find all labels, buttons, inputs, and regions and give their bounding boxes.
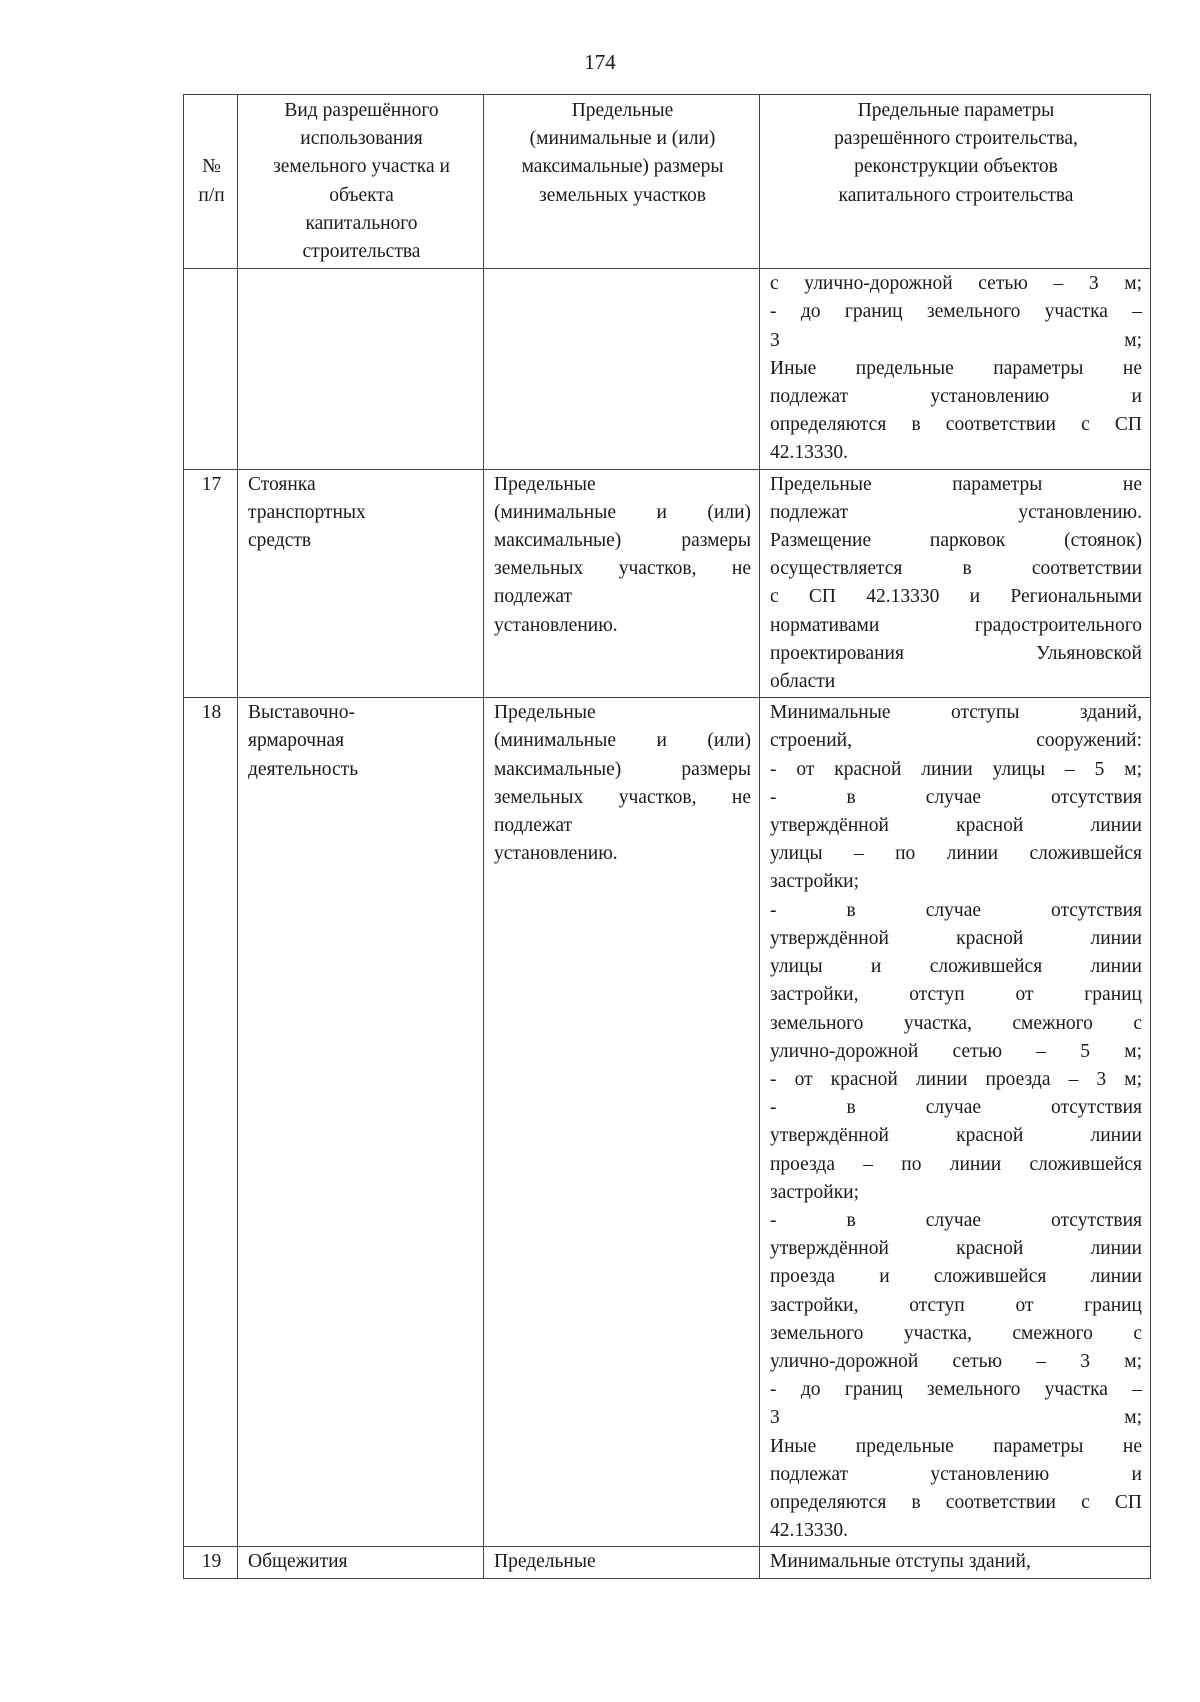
cell-text-line: земельных участков [539, 184, 706, 206]
construction-params-cell [760, 1547, 1151, 1578]
land-use-table [183, 94, 1151, 1579]
cell-text-line: проектирования Ульяновской [770, 642, 1142, 664]
header-plot-sizes [484, 95, 760, 269]
table-row [184, 469, 1151, 698]
cell-text-line: утверждённой красной линии [770, 1238, 1142, 1260]
cell-text-line: утверждённой красной линии [770, 815, 1142, 837]
cell-text-line: утверждённой красной линии [770, 927, 1142, 949]
cell-text-line: - до границ земельного участка – [770, 1379, 1142, 1401]
cell-text-line: определяются в соответствии с СП [770, 414, 1142, 436]
construction-params-cell [760, 469, 1151, 698]
cell-text-line: строительства [302, 241, 421, 263]
cell-text-line: разрешённого строительства, [834, 128, 1078, 150]
cell-text-line: 3 м; [770, 329, 1142, 351]
cell-text-line: Общежития [248, 1551, 348, 1573]
cell-text-line: Размещение парковок (стоянок) [770, 530, 1142, 552]
cell-text-line: - от красной линии проезда – 3 м; [770, 1068, 1142, 1090]
cell-text-line: капитального строительства [838, 184, 1074, 206]
cell-text-line: транспортных [248, 501, 366, 523]
cell-text-line: застройки, отступ от границ [770, 984, 1142, 1006]
row-number: 18 [184, 698, 238, 1547]
cell-text-line: Вид разрешённого [284, 100, 439, 121]
cell-text-line: застройки, отступ от границ [770, 1294, 1142, 1316]
cell-text-line: Стоянка [248, 473, 316, 495]
table-row [184, 269, 1151, 469]
table-row [184, 1547, 1151, 1578]
row-number: 19 [184, 1547, 238, 1578]
table-header-row [184, 95, 1151, 269]
cell-text-line: максимальные) размеры [521, 156, 724, 178]
row-number [184, 269, 238, 469]
use-type-cell [238, 698, 484, 1547]
table-row [184, 698, 1151, 1547]
use-type-cell [238, 269, 484, 469]
cell-text-line: реконструкции объектов [854, 156, 1058, 178]
cell-text-line: Иные предельные параметры не [770, 357, 1142, 379]
cell-text-line: - от красной линии улицы – 5 м; [770, 758, 1142, 780]
cell-text-line: осуществляется в соответствии [770, 558, 1142, 580]
cell-text-line: подлежат установлению. [770, 501, 1142, 523]
cell-text-line: № [202, 156, 221, 178]
cell-text-line: - в случае отсутствия [770, 899, 1142, 921]
cell-text-line: Предельные параметры не [770, 473, 1142, 495]
plot-size-cell [484, 269, 760, 469]
plot-size-cell [484, 1547, 760, 1578]
cell-text-line: определяются в соответствии с СП [770, 1491, 1142, 1513]
cell-text-line: с улично-дорожной сетью – 3 м; [770, 273, 1142, 295]
cell-text-line: Минимальные отступы зданий, [770, 1551, 1031, 1573]
cell-text-line: с СП 42.13330 и Региональными [770, 586, 1142, 608]
cell-text-line: 3 м; [770, 1407, 1142, 1429]
cell-text-line: утверждённой красной линии [770, 1125, 1142, 1147]
cell-text-line: улично-дорожной сетью – 3 м; [770, 1350, 1142, 1372]
cell-text-line: ярмарочная [248, 730, 345, 752]
cell-text-line: максимальные) размеры [494, 530, 751, 552]
cell-text-line: объекта [329, 184, 394, 206]
cell-text-line: земельных участков, не [494, 558, 751, 580]
cell-text-line: Предельные параметры [857, 100, 1055, 121]
cell-text-line: - до границ земельного участка – [770, 301, 1142, 323]
cell-text-line: земельного участка, смежного с [770, 1322, 1142, 1344]
cell-text-line: проезда – по линии сложившейся [770, 1153, 1142, 1175]
cell-text-line: установлению. [494, 614, 618, 636]
cell-text-line: (минимальные и (или) [494, 730, 751, 752]
use-type-cell [238, 469, 484, 698]
cell-text-line: области [770, 671, 836, 693]
cell-text-line: земельного участка и [273, 156, 450, 178]
cell-text-line: подлежат [494, 815, 573, 837]
cell-text-line: Предельные [494, 1551, 596, 1573]
cell-text-line: проезда и сложившейся линии [770, 1266, 1142, 1288]
cell-text-line: строений, сооружений: [770, 730, 1142, 752]
cell-text-line: застройки; [770, 1181, 860, 1203]
cell-text-line: подлежат [494, 586, 573, 608]
cell-text-line: нормативами градостроительного [770, 614, 1142, 636]
cell-text-line: (минимальные и (или) [529, 128, 716, 150]
cell-text-line: установлению. [494, 843, 618, 865]
cell-text-line: улицы – по линии сложившейся [770, 843, 1142, 865]
cell-text-line: Минимальные отступы зданий, [770, 702, 1142, 724]
cell-text-line: улицы и сложившейся линии [770, 956, 1142, 978]
construction-params-cell [760, 269, 1151, 469]
cell-text-line: Предельные [494, 473, 596, 495]
cell-text-line: максимальные) размеры [494, 758, 751, 780]
cell-text-line: п/п [198, 184, 225, 206]
header-use-type [238, 95, 484, 269]
cell-text-line: подлежат установлению и [770, 1463, 1142, 1485]
cell-text-line: застройки; [770, 871, 860, 893]
cell-text-line: земельных участков, не [494, 786, 751, 808]
header-number [184, 95, 238, 269]
row-number: 17 [184, 469, 238, 698]
cell-text-line: капитального [305, 212, 418, 234]
cell-text-line: - в случае отсутствия [770, 1209, 1142, 1231]
cell-text-line: - в случае отсутствия [770, 786, 1142, 808]
use-type-cell [238, 1547, 484, 1578]
plot-size-cell [484, 698, 760, 1547]
cell-text-line: улично-дорожной сетью – 5 м; [770, 1040, 1142, 1062]
page-number: 174 [584, 50, 616, 74]
cell-text-line: 42.13330. [770, 442, 848, 464]
cell-text-line: деятельность [248, 758, 359, 780]
cell-text-line: средств [248, 530, 312, 552]
cell-text-line: Выставочно- [248, 702, 355, 724]
cell-text-line: (минимальные и (или) [494, 501, 751, 523]
cell-text-line: 42.13330. [770, 1520, 848, 1542]
construction-params-cell [760, 698, 1151, 1547]
cell-text-line: подлежат установлению и [770, 386, 1142, 408]
plot-size-cell [484, 469, 760, 698]
header-construction-params [760, 95, 1151, 269]
cell-text-line: Предельные [571, 100, 674, 121]
cell-text-line: Предельные [494, 702, 596, 724]
cell-text-line: земельного участка, смежного с [770, 1012, 1142, 1034]
cell-text-line: - в случае отсутствия [770, 1097, 1142, 1119]
cell-text-line: Иные предельные параметры не [770, 1435, 1142, 1457]
cell-text-line: использования [300, 128, 423, 150]
